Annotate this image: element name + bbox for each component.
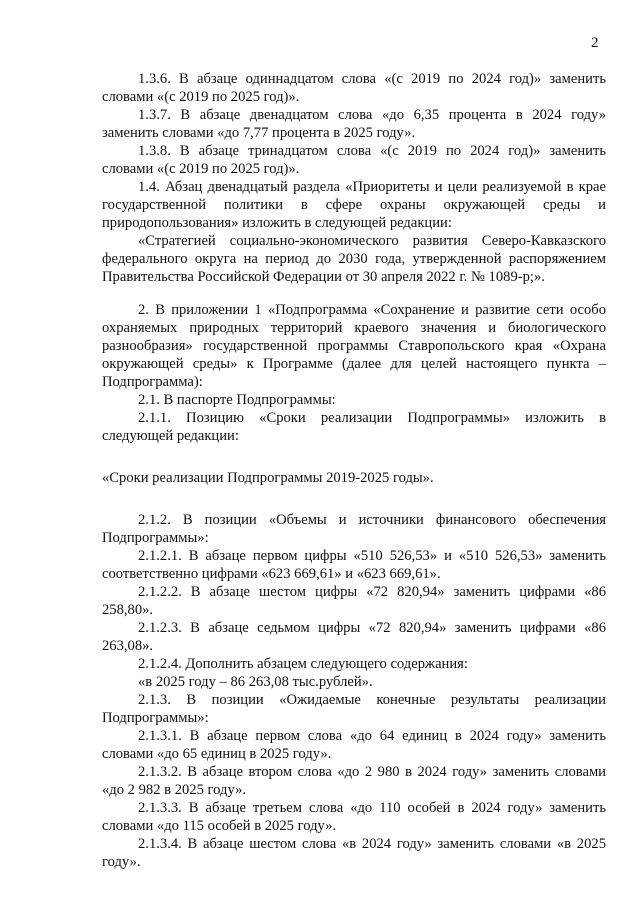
paragraph-2-1-2-2: 2.1.2.2. В абзаце шестом цифры «72 820,94» заменить цифрами «86 258,80». — [102, 584, 606, 618]
paragraph-1-4: 1.4. Абзац двенадцатый раздела «Приоритеты и цели реализуемой в крае государственной политики в сфере охраны окружающей среды и природопользования» изложить в следующей редакции: — [102, 179, 606, 231]
paragraph-1-3-7: 1.3.7. В абзаце двенадцатом слова «до 6,35 процента в 2024 году» заменить словами «до 7,77 процента в 2025 году». — [102, 107, 606, 141]
paragraph-2-1-2-3: 2.1.2.3. В абзаце седьмом цифры «72 820,94» заменить цифрами «86 263,08». — [102, 620, 606, 654]
page-number: 2 — [591, 35, 599, 51]
paragraph-terms-quote: «Сроки реализации Подпрограммы 2019-2025 годы». — [102, 470, 434, 486]
paragraph-strategy-quote: «Стратегией социально-экономического развития Северо-Кавказского федерального округа на период до 2030 года, утвержденной распоряжением Правительства Российской Федерации от 30 апреля 2022 г. № 1089-р;». — [102, 233, 606, 285]
paragraph-1-3-6: 1.3.6. В абзаце одиннадцатом слова «(с 2019 по 2024 год)» заменить словами «(с 2019 по 2025 год)». — [102, 71, 606, 105]
paragraph-2: 2. В приложении 1 «Подпрограмма «Сохранение и развитие сети особо охраняемых природных территорий краевого значения и биологического разнообразия» государственной программы Ставропольского края «Охрана окружающей среды» к Программе (далее для целей настоящего пункта – Подпрограмма): — [102, 302, 606, 390]
spacer — [102, 487, 606, 511]
paragraph-2-1-3-2: 2.1.3.2. В абзаце втором слова «до 2 980 в 2024 году» заменить словами «до 2 982 в 2025 году». — [102, 764, 606, 798]
paragraph-2-1: 2.1. В паспорте Подпрограммы: — [138, 392, 336, 408]
paragraph-2-1-3: 2.1.3. В позиции «Ожидаемые конечные результаты реализации Подпрограммы»: — [102, 692, 606, 726]
paragraph-2-1-3-1: 2.1.3.1. В абзаце первом слова «до 64 единиц в 2024 году» заменить словами «до 65 единиц в 2025 году». — [102, 728, 606, 762]
document-body — [102, 70, 606, 871]
paragraph-2025-quote: «в 2025 году – 86 263,08 тыс.рублей». — [138, 674, 373, 690]
spacer — [102, 286, 606, 301]
paragraph-2-1-2-1: 2.1.2.1. В абзаце первом цифры «510 526,53» и «510 526,53» заменить соответственно цифрами «623 669,61» и «623 669,61». — [102, 548, 606, 582]
spacer — [102, 445, 606, 469]
paragraph-2-1-1: 2.1.1. Позицию «Сроки реализации Подпрограммы» изложить в следующей редакции: — [102, 410, 606, 444]
paragraph-1-3-8: 1.3.8. В абзаце тринадцатом слова «(с 2019 по 2024 год)» заменить словами «(с 2019 по 2025 год)». — [102, 143, 606, 177]
paragraph-2-1-2: 2.1.2. В позиции «Объемы и источники финансового обеспечения Подпрограммы»: — [102, 512, 606, 546]
paragraph-2-1-2-4: 2.1.2.4. Дополнить абзацем следующего содержания: — [138, 656, 468, 672]
paragraph-2-1-3-4: 2.1.3.4. В абзаце шестом слова «в 2024 году» заменить словами «в 2025 году». — [102, 836, 606, 870]
paragraph-2-1-3-3: 2.1.3.3. В абзаце третьем слова «до 110 особей в 2024 году» заменить словами «до 115 особей в 2025 году». — [102, 800, 606, 834]
